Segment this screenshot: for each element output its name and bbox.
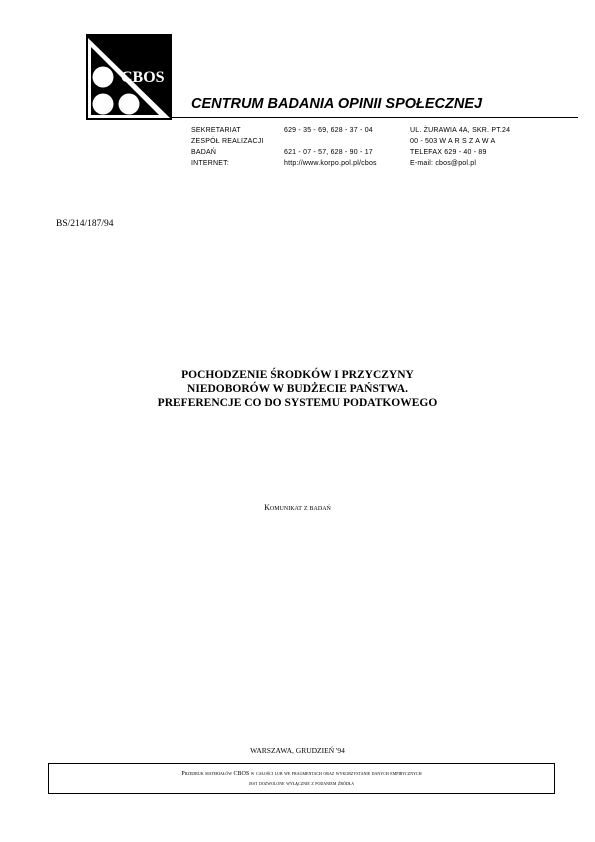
contact-value xyxy=(284,136,377,147)
contact-label: BADAŃ xyxy=(191,149,217,156)
title-line: PREFERENCJE CO DO SYSTEMU PODATKOWEGO xyxy=(157,397,438,409)
contact-values xyxy=(284,125,377,169)
logo-text: CBOS xyxy=(121,69,165,86)
address-line: 00 - 503 W A R S Z A W A xyxy=(410,138,496,145)
document-subtitle: Komunikat z badań xyxy=(264,503,331,512)
fax-line: TELEFAX 629 - 40 - 89 xyxy=(410,149,487,156)
document-reference: BS/214/187/94 xyxy=(56,219,114,229)
title-line: POCHODZENIE ŚRODKÓW I PRZYCZYNY xyxy=(181,369,414,381)
notice-line: jest dozwolone wyłącznie z podaniem źródła xyxy=(248,781,355,787)
contact-label: SEKRETARIAT xyxy=(191,127,241,134)
title-line: NIEDOBORÓW W BUDŻECIE PAŃSTWA. xyxy=(187,383,408,395)
logo-circle-bottom-right xyxy=(119,94,140,115)
contact-labels xyxy=(191,125,264,169)
address-block xyxy=(410,125,510,169)
contact-value: 621 - 07 - 57, 628 - 90 - 17 xyxy=(284,149,373,156)
logo-circle-bottom-left xyxy=(93,94,114,115)
email-link[interactable]: E-mail: cbos@pol.pl xyxy=(410,160,477,167)
document-title xyxy=(0,368,595,410)
header-rule xyxy=(172,117,578,118)
contact-label: INTERNET: xyxy=(191,160,229,167)
notice-line: Przedruk materiałów CBOS w całości lub we fragmentach oraz wykorzystanie danych empirycznych xyxy=(181,771,422,777)
logo-circle-top xyxy=(93,67,114,88)
address-line: UL. ŻURAWIA 4A, SKR. PT.24 xyxy=(410,127,511,134)
copyright-notice xyxy=(48,763,555,794)
contact-label: ZESPÓŁ REALIZACJI xyxy=(191,138,264,145)
place-and-date: WARSZAWA, GRUDZIEŃ '94 xyxy=(250,746,345,755)
organization-name: CENTRUM BADANIA OPINII SPOŁECZNEJ xyxy=(191,96,483,112)
contact-value: 629 - 35 - 69, 628 - 37 - 04 xyxy=(284,127,373,134)
cbos-logo xyxy=(86,34,172,120)
internet-link[interactable]: http://www.korpo.pol.pl/cbos xyxy=(284,160,377,167)
